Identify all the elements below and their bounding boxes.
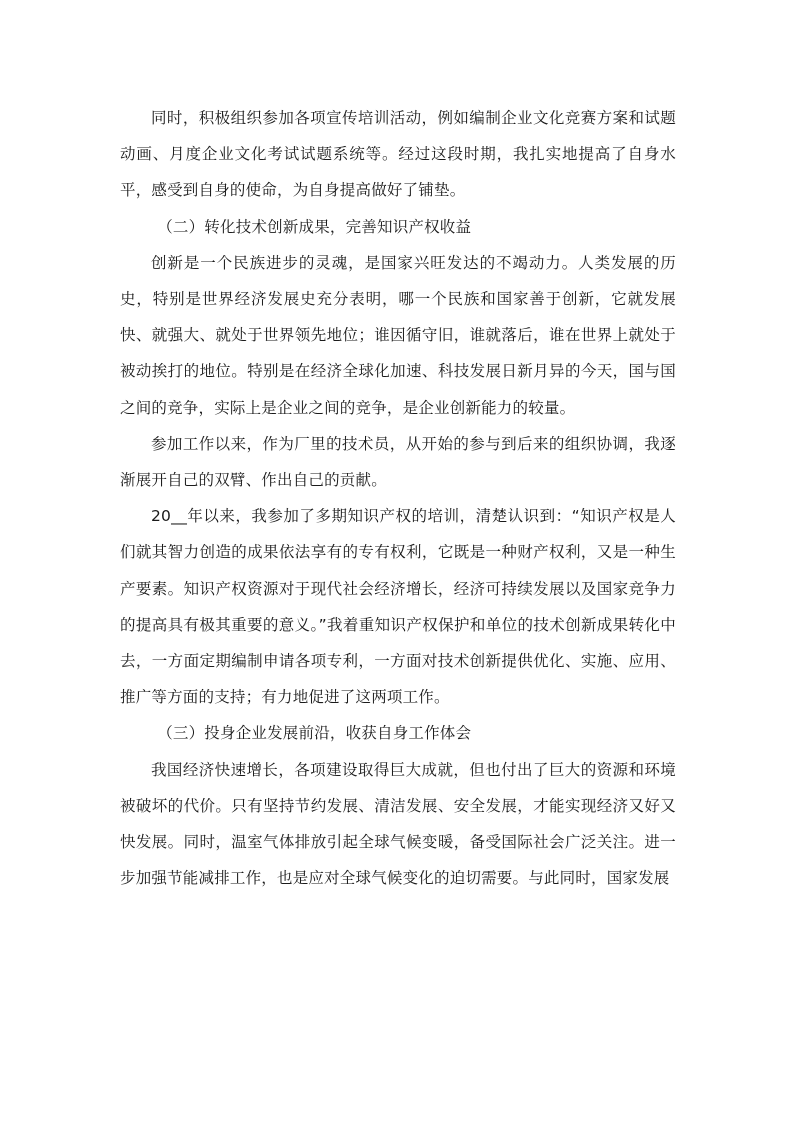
paragraph-training: 同时，积极组织参加各项宣传培训活动，例如编制企业文化竞赛方案和试题动画、月度企业文化考试试题系统等。经过这段时期，我扎实地提高了自身水平，感受到自身的使命，为自身提高做好了铺垫。: [120, 109, 676, 200]
section-heading-2: （二）转化技术创新成果，完善知识产权收益: [157, 217, 472, 236]
paragraph-economy: 我国经济快速增长，各项建设取得巨大成就，但也付出了巨大的资源和环境被破坏的代价。只有坚持节约发展、清洁发展、安全发展，才能实现经济又好又快发展。同时，温室气体排放引起全球气候变暖，备受国际社会广泛关注。进一步加强节能减排工作，也是应对全球气候变化的迫切需要。与此同时，国家发展: [120, 760, 676, 888]
document-body: [120, 100, 676, 896]
paragraph-work-experience: 参加工作以来，作为厂里的技术员，从开始的参与到后来的组织协调，我逐渐展开自己的双臂、作出自己的贡献。: [120, 434, 676, 490]
paragraph-intellectual-property: 20__年以来，我参加了多期知识产权的培训，清楚认识到：“知识产权是人们就其智力创造的成果依法享有的专有权利，它既是一种财产权利，又是一种生产要素。知识产权资源对于现代社会经济增长，经济可持续发展以及国家竞争力的提高具有极其重要的意义。”我着重知识产权保护和单位的技术创新成果转化中去，一方面定期编制申请各项专利，一方面对技术创新提供优化、实施、应用、推广等方面的支持；有力地促进了这两项工作。: [120, 507, 676, 707]
paragraph-innovation: 创新是一个民族进步的灵魂，是国家兴旺发达的不竭动力。人类发展的历史，特别是世界经济发展史充分表明，哪一个民族和国家善于创新，它就发展快、就强大、就处于世界领先地位；谁因循守旧，谁就落后，谁在世界上就处于被动挨打的地位。特别是在经济全球化加速、科技发展日新月异的今天，国与国之间的竞争，实际上是企业之间的竞争，是企业创新能力的较量。: [120, 253, 676, 417]
section-heading-3: （三）投身企业发展前沿，收获自身工作体会: [157, 724, 472, 743]
